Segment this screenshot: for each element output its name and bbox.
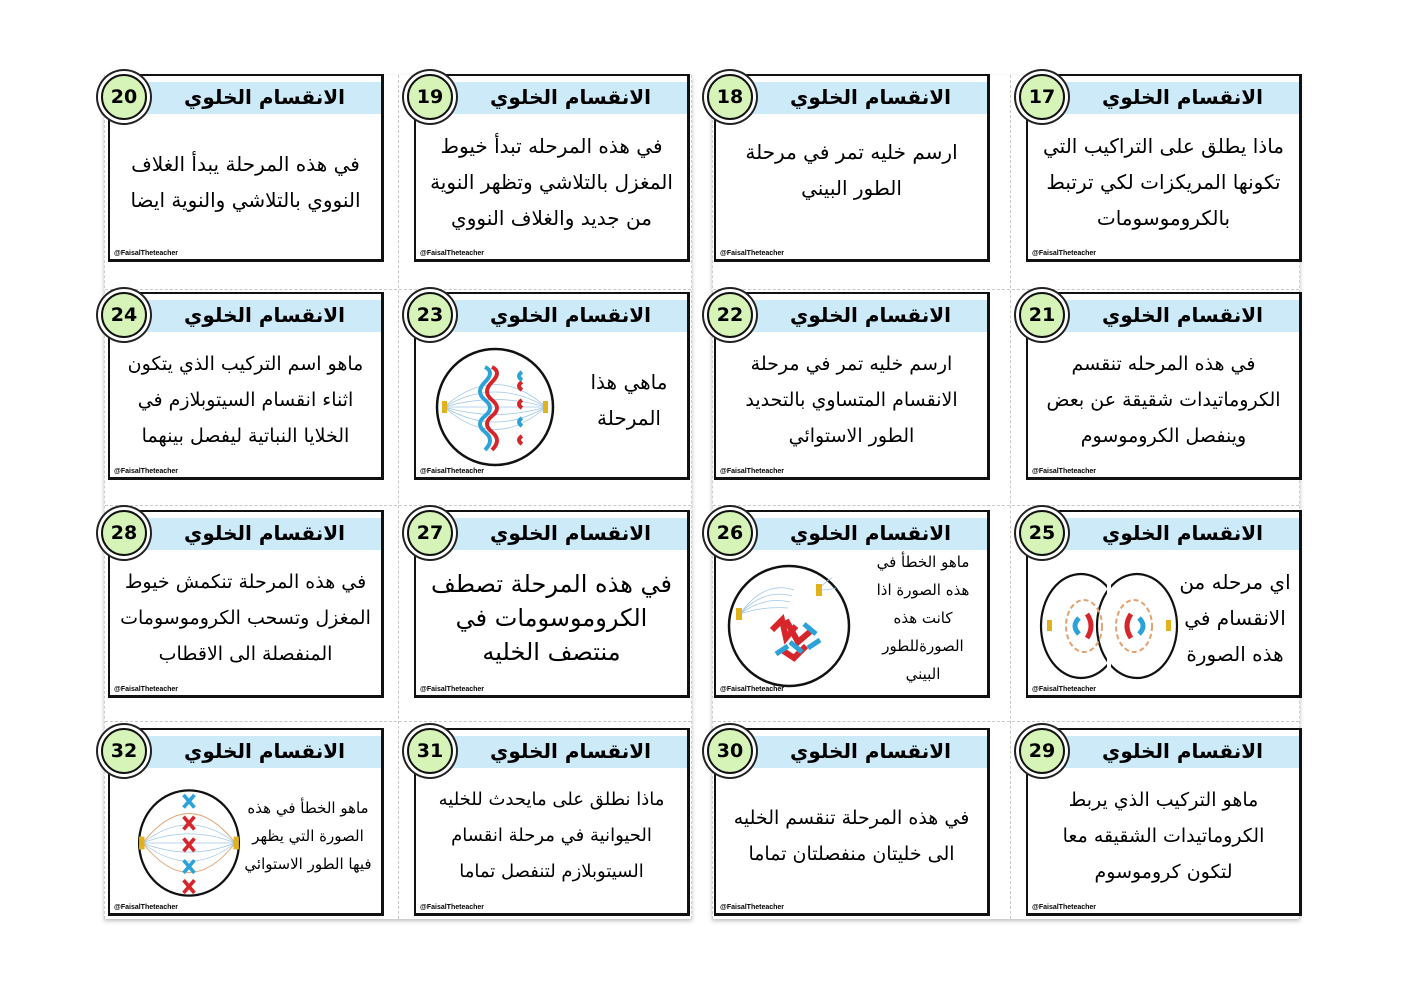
card-title: الانقسام الخلوي <box>790 739 951 763</box>
card-24 <box>108 292 384 480</box>
cut-line <box>713 289 1299 290</box>
card-31 <box>414 728 690 916</box>
card-title: الانقسام الخلوي <box>184 303 345 327</box>
card-number-badge: 31 <box>407 728 453 774</box>
credit-label: @FaisalTheteacher <box>1032 904 1097 911</box>
card-number-badge: 17 <box>1019 74 1065 120</box>
card-19 <box>414 74 690 262</box>
card-question: في هذه المرحلة تنقسم الخليه الى خليتان منفصلتان تماما <box>733 806 970 865</box>
card-title: الانقسام الخلوي <box>490 521 651 545</box>
credit-label: @FaisalTheteacher <box>420 904 485 911</box>
card-17 <box>1026 74 1302 262</box>
card-question: ماهي هذا المرحلة <box>590 369 668 430</box>
card-number-badge: 18 <box>707 74 753 120</box>
card-number-badge: 26 <box>707 510 753 556</box>
card-27 <box>414 510 690 698</box>
credit-label: @FaisalTheteacher <box>114 904 179 911</box>
card-title: الانقسام الخلوي <box>490 303 651 327</box>
card-question: ماذا يطلق على التراكيب التي تكونها المريكزات لكي ترتبط بالكروموسومات <box>1042 133 1285 230</box>
card-30 <box>714 728 990 916</box>
cut-line <box>713 721 1299 722</box>
credit-label: @FaisalTheteacher <box>720 686 785 693</box>
card-title: الانقسام الخلوي <box>1102 85 1263 109</box>
centriole-right <box>816 584 822 596</box>
anaphase-cell-image <box>420 342 570 472</box>
card-32 <box>108 728 384 916</box>
telophase-cell-image <box>1034 560 1184 690</box>
card-number-badge: 21 <box>1019 292 1065 338</box>
card-question: ماهو التركيب الذي يربط الكروماتيدات الشقيقه معا لتكون كروموسوم <box>1062 788 1265 883</box>
credit-label: @FaisalTheteacher <box>1032 468 1097 475</box>
centriole-right <box>543 401 548 413</box>
card-number-badge: 32 <box>101 728 147 774</box>
card-question: في هذه المرحلة يبدأ الغلاف النووي بالتلاشي والنوية ايضا <box>130 151 361 212</box>
card-title: الانقسام الخلوي <box>184 739 345 763</box>
credit-label: @FaisalTheteacher <box>114 468 179 475</box>
centriole-left <box>442 401 447 413</box>
card-title: الانقسام الخلوي <box>790 85 951 109</box>
card-question: في هذه المرحله تبدأ خيوط المغزل بالتلاشي وتظهر النوية من جديد والغلاف النووي <box>430 133 673 230</box>
card-28 <box>108 510 384 698</box>
cut-line <box>398 75 399 919</box>
card-23 <box>414 292 690 480</box>
card-question: ارسم خليه تمر في مرحلة الانقسام المتساوي بالتحديد الطور الاستوائي <box>745 352 958 447</box>
metaphase-cell-image <box>130 778 248 908</box>
card-title: الانقسام الخلوي <box>1102 739 1263 763</box>
card-number-badge: 23 <box>407 292 453 338</box>
card-title: الانقسام الخلوي <box>490 85 651 109</box>
credit-label: @FaisalTheteacher <box>720 250 785 257</box>
card-question: في هذه المرحله تنقسم الكروماتيدات شقيقة عن بعض وينفصل الكروموسوم <box>1046 352 1281 447</box>
card-number-badge: 24 <box>101 292 147 338</box>
card-number-badge: 19 <box>407 74 453 120</box>
credit-label: @FaisalTheteacher <box>420 250 485 257</box>
card-22 <box>714 292 990 480</box>
credit-label: @FaisalTheteacher <box>1032 686 1097 693</box>
interphase-cell-image <box>724 560 854 690</box>
card-number-badge: 22 <box>707 292 753 338</box>
card-26 <box>714 510 990 698</box>
cut-line <box>713 505 1299 506</box>
card-title: الانقسام الخلوي <box>1102 521 1263 545</box>
card-number-badge: 29 <box>1019 728 1065 774</box>
card-18 <box>714 74 990 262</box>
credit-label: @FaisalTheteacher <box>114 686 179 693</box>
card-number-badge: 25 <box>1019 510 1065 556</box>
card-question: ماذا نطلق على مايحدث للخليه الحيوانية في مرحلة انقسام السيتوبلازم لتنفصل تماما <box>438 788 665 882</box>
card-question: في هذه المرحلة تنكمش خيوط المغزل وتسحب الكروموسومات المنفصلة الى الاقطاب <box>120 570 371 665</box>
card-title: الانقسام الخلوي <box>790 521 951 545</box>
card-title: الانقسام الخلوي <box>1102 303 1263 327</box>
card-question: ماهو الخطأ في هذه الصورة اذا كانت هذه الصورةللطور البيني <box>876 552 970 683</box>
card-number-badge: 27 <box>407 510 453 556</box>
card-21 <box>1026 292 1302 480</box>
card-number-badge: 28 <box>101 510 147 556</box>
credit-label: @FaisalTheteacher <box>420 686 485 693</box>
card-question: ماهو اسم التركيب الذي يتكون اثناء انقسام السيتوبلازم في الخلايا النباتية ليفصل بينهما <box>127 352 364 447</box>
card-question: اي مرحله من الانقسام في هذه الصورة <box>1179 569 1291 666</box>
credit-label: @FaisalTheteacher <box>1032 250 1097 257</box>
card-question: ارسم خليه تمر في مرحلة الطور البيني <box>745 139 958 200</box>
card-question: ماهو الخطأ في هذه الصورة التي يظهر فيها الطور الاستوائي <box>244 798 372 873</box>
cut-line <box>1010 75 1011 919</box>
card-title: الانقسام الخلوي <box>184 85 345 109</box>
card-title: الانقسام الخلوي <box>790 303 951 327</box>
card-question: في هذه المرحلة تصطف الكروموسومات في منتصف الخليه <box>431 569 672 666</box>
card-25 <box>1026 510 1302 698</box>
credit-label: @FaisalTheteacher <box>720 904 785 911</box>
credit-label: @FaisalTheteacher <box>720 468 785 475</box>
centriole-left <box>736 608 742 620</box>
credit-label: @FaisalTheteacher <box>114 250 179 257</box>
card-20 <box>108 74 384 262</box>
card-number-badge: 20 <box>101 74 147 120</box>
card-title: الانقسام الخلوي <box>490 739 651 763</box>
card-title: الانقسام الخلوي <box>184 521 345 545</box>
card-number-badge: 30 <box>707 728 753 774</box>
credit-label: @FaisalTheteacher <box>420 468 485 475</box>
card-29 <box>1026 728 1302 916</box>
